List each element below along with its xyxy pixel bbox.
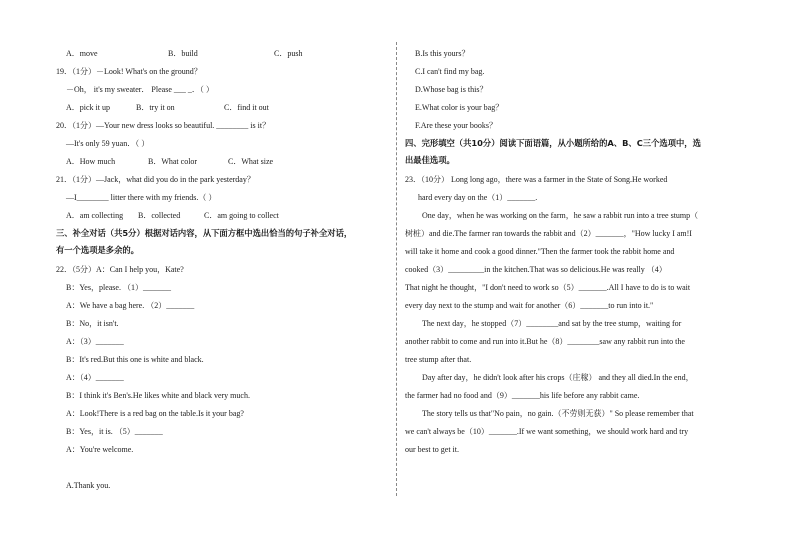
q22-line: B：Yes，please. （1）_______	[66, 283, 171, 292]
q22-line: B：It's red.But this one is white and black.	[66, 355, 204, 364]
q19-line2: －Oh， it's my sweater． Please ___ _．（ ）	[66, 85, 214, 94]
choice-b: B.Is this yours？	[415, 49, 470, 58]
q22-line: A：We have a bag here. （2）_______	[66, 301, 195, 310]
q22-line: 22．（5分）A：Can I help you，Kate?	[56, 265, 184, 274]
choice-e: E.What color is your bag？	[415, 103, 504, 112]
q23-line: another rabbit to come and run into it.But he（8）________saw any rabbit run into the	[405, 337, 685, 346]
q18-option-b: B．build	[168, 49, 198, 58]
choice-c: C.I can't find my bag.	[415, 67, 485, 76]
q22-line: B：I think it's Ben's.He likes white and black very much.	[66, 391, 250, 400]
q21-line2: —I________ litter there with my friends.（ ）	[66, 193, 217, 202]
q23-line: Day after day，he didn't look after his crops（庄稼） and they all died.In the end，	[422, 373, 694, 382]
section4-heading-line2: 出最佳选项。	[405, 155, 455, 165]
choice-a: A.Thank you.	[66, 481, 111, 490]
q20-option-a: A．How much	[66, 157, 116, 166]
q22-line: B：No，it isn't.	[66, 319, 119, 328]
q23-line: One day，when he was working on the farm，he saw a rabbit run into a tree stump（	[422, 211, 699, 220]
q23-line: hard every day on the（1）_______.	[418, 193, 538, 202]
q19-option-c: C．find it out	[224, 103, 269, 112]
q22-line: A：Look!There is a red bag on the table.Is it your bag?	[66, 409, 244, 418]
q22-line: B：Yes，it is. （5）_______	[66, 427, 163, 436]
q21-option-a: A．am collecting	[66, 211, 124, 220]
section3-heading-line2: 有一个选项是多余的。	[56, 245, 139, 255]
q20-line2: —It's only 59 yuan．（ ）	[66, 139, 150, 148]
q23-line: cooked（3）_________in the kitchen.That was so delicious.He was really （4）	[405, 265, 667, 274]
choice-f: F.Are these your books？	[415, 121, 498, 130]
q21-stem: 21．（1分）—Jack，what did you do in the park yesterday？	[56, 175, 255, 184]
q19-option-a: A．pick it up	[66, 103, 110, 112]
q20-option-b: B．What color	[148, 157, 198, 166]
q22-line: A：（4）_______	[66, 373, 124, 382]
q23-line: we can't always be（10）_______.If we want something，we should work hard and try	[405, 427, 689, 436]
q23-line: 23．（10分） Long long ago，there was a farmer in the State of Song.He worked	[405, 175, 668, 184]
q23-line: tree stump after that.	[405, 355, 472, 364]
q20-option-c: C．What size	[228, 157, 274, 166]
q23-line: The story tells us that"No pain，no gain.（不劳则无获）" So please remember that	[422, 409, 694, 418]
q23-line: the farmer had no food and（9）_______his life before any rabbit came.	[405, 391, 640, 400]
right-column	[398, 0, 794, 560]
section3-heading-line1: 三、补全对话（共5分）根据对话内容，从下面方框中选出恰当的句子补全对话，	[56, 228, 353, 238]
q18-option-a: A．move	[66, 49, 98, 58]
q23-line: The next day，he stopped（7）________and sat by the tree stump，waiting for	[422, 319, 682, 328]
q18-option-c: C．push	[274, 49, 303, 58]
q22-line: A：（3）_______	[66, 337, 124, 346]
q21-option-b: B．collected	[138, 211, 181, 220]
q19-stem: 19．（1分）－Look! What's on the ground？	[56, 67, 202, 76]
choice-d: D.Whose bag is this？	[415, 85, 488, 94]
q22-line: A：You're welcome.	[66, 445, 134, 454]
q20-stem: 20．（1分）—Your new dress looks so beautiful. ________ is it？	[56, 121, 271, 130]
q23-line: will take it home and cook a good dinner."Then the farmer took the rabbit home and	[405, 247, 675, 256]
q23-line: 树桩）and die.The farmer ran towards the rabbit and（2）_______，"How lucky I am!I	[405, 229, 692, 238]
q23-line: That night he thought，"I don't need to work so（5）_______.All I have to do is to wait	[405, 283, 691, 292]
section4-heading-line1: 四、完形填空（共10分）阅读下面语篇，从小题所给的A、B、C三个选项中，选	[405, 138, 701, 148]
q23-line: our best to get it.	[405, 445, 459, 454]
column-divider	[396, 42, 397, 496]
left-column	[0, 0, 396, 560]
q19-option-b: B．try it on	[136, 103, 175, 112]
q21-option-c: C．am going to collect	[204, 211, 279, 220]
q23-line: every day next to the stump and wait for another（6）_______to run into it."	[405, 301, 654, 310]
